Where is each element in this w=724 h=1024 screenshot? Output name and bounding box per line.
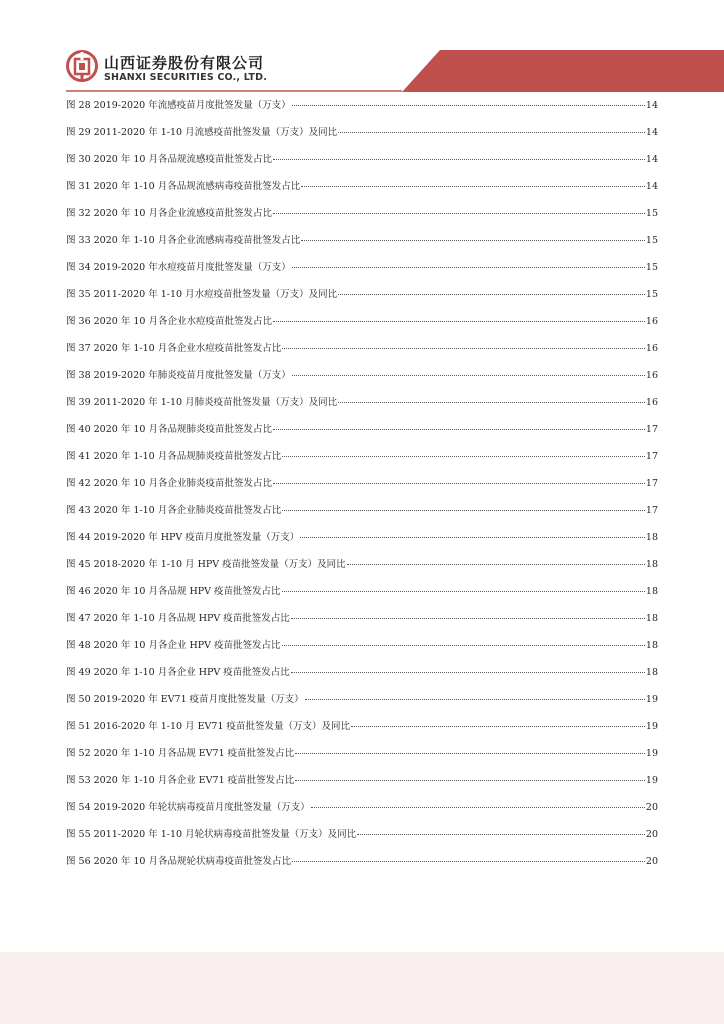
toc-entry-page-number: 16 (645, 370, 658, 382)
toc-dot-leader (292, 860, 645, 862)
figure-table-of-contents (66, 99, 658, 882)
toc-dot-leader (282, 509, 645, 511)
toc-entry[interactable] (66, 801, 658, 828)
toc-entry[interactable] (66, 774, 658, 801)
toc-dot-leader (295, 779, 645, 781)
toc-dot-leader (292, 104, 645, 106)
toc-entry-title: 图 37 2020 年 1-10 月各企业水痘疫苗批签发占比 (66, 343, 282, 355)
toc-entry[interactable] (66, 558, 658, 585)
toc-entry-title: 图 46 2020 年 10 月各品规 HPV 疫苗批签发占比 (66, 586, 281, 598)
toc-dot-leader (338, 293, 645, 295)
toc-entry[interactable] (66, 477, 658, 504)
toc-entry[interactable] (66, 747, 658, 774)
toc-dot-leader (282, 644, 645, 646)
toc-entry-title: 图 54 2019-2020 年轮状病毒疫苗月度批签发量（万支） (66, 802, 310, 814)
toc-entry-page-number: 17 (645, 424, 658, 436)
toc-entry[interactable] (66, 153, 658, 180)
toc-entry-page-number: 15 (645, 289, 658, 301)
toc-entry-page-number: 15 (645, 262, 658, 274)
toc-entry-title: 图 47 2020 年 1-10 月各品规 HPV 疫苗批签发占比 (66, 613, 290, 625)
toc-dot-leader (291, 617, 645, 619)
company-name-chinese: 山西证券股份有限公司 (104, 54, 265, 72)
toc-entry-page-number: 19 (645, 721, 658, 733)
toc-entry[interactable] (66, 423, 658, 450)
toc-entry[interactable] (66, 666, 658, 693)
toc-entry-title: 图 44 2019-2020 年 HPV 疫苗月度批签发量（万支） (66, 532, 300, 544)
toc-entry-title: 图 30 2020 年 10 月各品规流感疫苗批签发占比 (66, 154, 272, 166)
toc-entry-page-number: 14 (645, 100, 658, 111)
toc-entry[interactable] (66, 207, 658, 234)
toc-entry-page-number: 19 (645, 748, 658, 760)
toc-dot-leader (282, 590, 645, 592)
toc-dot-leader (282, 455, 645, 457)
toc-entry[interactable] (66, 612, 658, 639)
toc-entry[interactable] (66, 180, 658, 207)
toc-entry-title: 图 56 2020 年 10 月各品规轮状病毒疫苗批签发占比 (66, 856, 291, 868)
toc-dot-leader (301, 185, 645, 187)
toc-entry-page-number: 18 (645, 613, 658, 625)
toc-dot-leader (357, 833, 645, 835)
toc-entry-title: 图 31 2020 年 1-10 月各品规流感病毒疫苗批签发占比 (66, 181, 301, 193)
toc-entry[interactable] (66, 720, 658, 747)
toc-entry-page-number: 18 (645, 559, 658, 571)
toc-entry[interactable] (66, 585, 658, 612)
toc-entry[interactable] (66, 855, 658, 882)
toc-entry[interactable] (66, 693, 658, 720)
toc-entry-page-number: 17 (645, 505, 658, 517)
toc-entry-title: 图 32 2020 年 10 月各企业流感疫苗批签发占比 (66, 208, 272, 220)
toc-dot-leader (273, 158, 645, 160)
toc-entry[interactable] (66, 504, 658, 531)
toc-entry-title: 图 36 2020 年 10 月各企业水痘疫苗批签发占比 (66, 316, 272, 328)
toc-entry-title: 图 42 2020 年 10 月各企业肺炎疫苗批签发占比 (66, 478, 272, 490)
toc-entry-title: 图 45 2018-2020 年 1-10 月 HPV 疫苗批签发量（万支）及同比 (66, 559, 346, 571)
toc-entry-page-number: 14 (645, 127, 658, 139)
toc-entry[interactable] (66, 315, 658, 342)
toc-dot-leader (347, 563, 645, 565)
toc-entry-page-number: 16 (645, 343, 658, 355)
toc-entry[interactable] (66, 288, 658, 315)
toc-entry-title: 图 48 2020 年 10 月各企业 HPV 疫苗批签发占比 (66, 640, 281, 652)
toc-entry-page-number: 19 (645, 694, 658, 706)
toc-dot-leader (338, 131, 645, 133)
toc-entry-page-number: 16 (645, 316, 658, 328)
toc-entry-title: 图 49 2020 年 1-10 月各企业 HPV 疫苗批签发占比 (66, 667, 290, 679)
toc-dot-leader (291, 671, 645, 673)
toc-entry[interactable] (66, 261, 658, 288)
toc-entry[interactable] (66, 234, 658, 261)
toc-entry-title: 图 29 2011-2020 年 1-10 月流感疫苗批签发量（万支）及同比 (66, 127, 338, 139)
company-name-english: SHANXI SECURITIES CO., LTD. (104, 72, 268, 83)
toc-dot-leader (282, 347, 645, 349)
toc-entry-title: 图 53 2020 年 1-10 月各企业 EV71 疫苗批签发占比 (66, 775, 295, 787)
page-header (0, 0, 724, 92)
toc-entry[interactable] (66, 450, 658, 477)
toc-entry-page-number: 18 (645, 667, 658, 679)
toc-entry-title: 图 50 2019-2020 年 EV71 疫苗月度批签发量（万支） (66, 694, 304, 706)
toc-dot-leader (273, 482, 645, 484)
toc-entry[interactable] (66, 639, 658, 666)
toc-entry-title: 图 33 2020 年 1-10 月各企业流感病毒疫苗批签发占比 (66, 235, 301, 247)
toc-entry-page-number: 17 (645, 451, 658, 463)
toc-entry[interactable] (66, 126, 658, 153)
toc-dot-leader (300, 536, 645, 538)
toc-dot-leader (292, 266, 645, 268)
toc-dot-leader (292, 374, 645, 376)
toc-entry-title: 图 40 2020 年 10 月各品规肺炎疫苗批签发占比 (66, 424, 272, 436)
toc-entry-page-number: 14 (645, 181, 658, 193)
toc-entry-page-number: 15 (645, 235, 658, 247)
shanxi-securities-logo-icon (66, 50, 98, 82)
toc-entry-page-number: 20 (645, 856, 658, 868)
toc-entry-title: 图 35 2011-2020 年 1-10 月水痘疫苗批签发量（万支）及同比 (66, 289, 338, 301)
toc-dot-leader (305, 698, 645, 700)
toc-entry-title: 图 39 2011-2020 年 1-10 月肺炎疫苗批签发量（万支）及同比 (66, 397, 338, 409)
toc-entry-page-number: 18 (645, 640, 658, 652)
toc-dot-leader (351, 725, 645, 727)
toc-entry-title: 图 55 2011-2020 年 1-10 月轮状病毒疫苗批签发量（万支）及同比 (66, 829, 357, 841)
toc-dot-leader (295, 752, 645, 754)
page-footer-band (0, 952, 724, 1024)
toc-entry-title: 图 28 2019-2020 年流感疫苗月度批签发量（万支） (66, 100, 291, 111)
toc-entry-title: 图 34 2019-2020 年水痘疫苗月度批签发量（万支） (66, 262, 291, 274)
toc-dot-leader (338, 401, 645, 403)
toc-entry-title: 图 41 2020 年 1-10 月各品规肺炎疫苗批签发占比 (66, 451, 282, 463)
toc-entry[interactable] (66, 369, 658, 396)
toc-dot-leader (273, 428, 645, 430)
toc-entry[interactable] (66, 531, 658, 558)
toc-entry-page-number: 16 (645, 397, 658, 409)
toc-entry-page-number: 20 (645, 802, 658, 814)
toc-entry-page-number: 20 (645, 829, 658, 841)
toc-entry-title: 图 43 2020 年 1-10 月各企业肺炎疫苗批签发占比 (66, 505, 282, 517)
toc-entry-title: 图 52 2020 年 1-10 月各品规 EV71 疫苗批签发占比 (66, 748, 295, 760)
toc-entry[interactable] (66, 342, 658, 369)
toc-dot-leader (301, 239, 645, 241)
toc-dot-leader (273, 320, 645, 322)
toc-entry-page-number: 19 (645, 775, 658, 787)
toc-entry[interactable] (66, 99, 658, 126)
toc-dot-leader (273, 212, 645, 214)
toc-entry[interactable] (66, 828, 658, 855)
toc-entry-title: 图 38 2019-2020 年肺炎疫苗月度批签发量（万支） (66, 370, 291, 382)
toc-entry-page-number: 18 (645, 532, 658, 544)
toc-entry-page-number: 18 (645, 586, 658, 598)
toc-dot-leader (311, 806, 645, 808)
toc-entry-page-number: 17 (645, 478, 658, 490)
toc-entry-title: 图 51 2016-2020 年 1-10 月 EV71 疫苗批签发量（万支）及同比 (66, 721, 351, 733)
toc-entry-page-number: 14 (645, 154, 658, 166)
toc-entry-page-number: 15 (645, 208, 658, 220)
toc-entry[interactable] (66, 396, 658, 423)
